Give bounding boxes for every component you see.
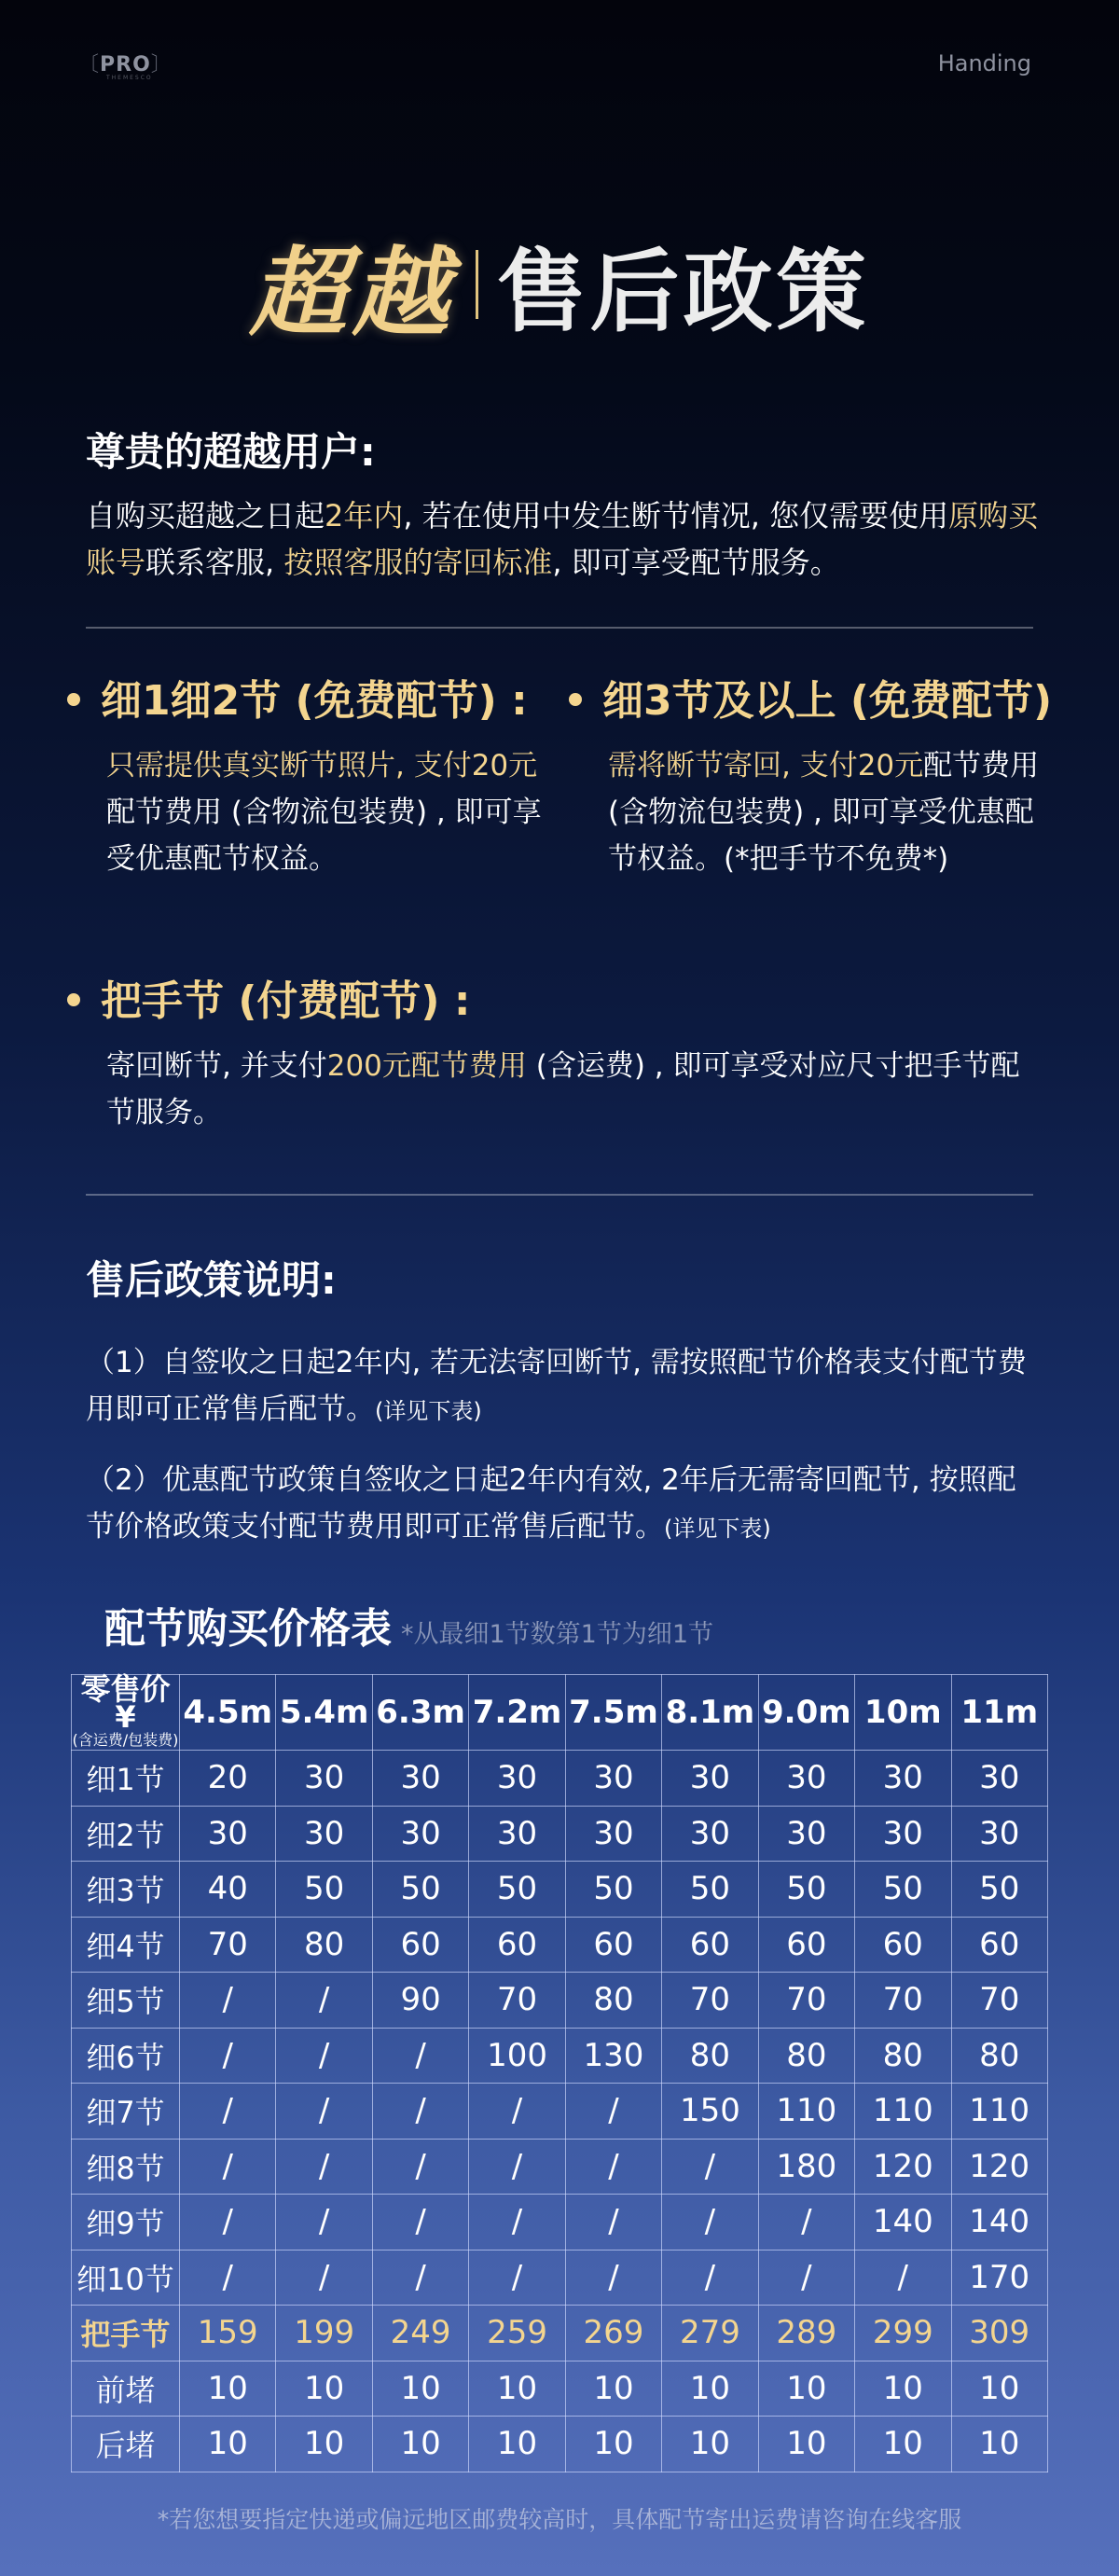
price-cell: / [276,2195,372,2251]
price-cell: 140 [951,2195,1048,2251]
row-label: 前堵 [72,2361,180,2417]
bullet-title: 把手节 (付费配节) : [101,977,471,1025]
row-label: 细4节 [72,1917,180,1973]
price-cell: 309 [951,2306,1048,2361]
price-cell: / [372,2139,468,2195]
row-label: 后堵 [72,2417,180,2472]
price-cell: 60 [855,1917,951,1973]
price-cell: / [662,2250,758,2306]
price-cell: 30 [469,1751,565,1807]
bullet-dot-icon [67,693,80,706]
price-cell: 50 [372,1862,468,1918]
price-cell: 80 [662,2028,758,2084]
price-cell: 30 [565,1751,661,1807]
price-cell: 140 [855,2195,951,2251]
length-header: 4.5m [180,1675,276,1751]
logo-subtext: THEMESCO [106,75,153,81]
price-cell: 10 [758,2361,854,2417]
length-header: 6.3m [372,1675,468,1751]
policy-item-1-text: （1）自签收之日起2年内, 若无法寄回断节, 需按照配节价格表支付配节费用即可正常售后配节。 [86,1346,1027,1426]
table-row [72,1917,1048,1973]
price-cell: 10 [951,2361,1048,2417]
price-cell: 60 [758,1917,854,1973]
price-cell: 80 [951,2028,1048,2084]
logo-bracket-left-icon: 〔 [78,53,101,76]
price-cell: 10 [662,2361,758,2417]
price-cell: 30 [276,1806,372,1862]
price-cell: 70 [855,1973,951,2029]
body-text: 自购买超越之日起 [86,498,325,533]
price-cell: 40 [180,1862,276,1918]
price-cell: / [276,2028,372,2084]
hero-divider [476,250,478,319]
price-cell: 10 [951,2417,1048,2472]
divider-middle [86,1194,1033,1196]
price-cell: 10 [758,2417,854,2472]
price-cell: 60 [565,1917,661,1973]
table-row [72,1751,1048,1807]
price-cell: 159 [180,2306,276,2361]
price-cell: 30 [276,1751,372,1807]
price-cell: 10 [855,2417,951,2472]
logo-text: PRO [100,53,151,76]
body-text: 寄回断节, 并支付 [106,1049,327,1083]
price-cell: / [565,2139,661,2195]
price-cell: 199 [276,2306,372,2361]
price-table-title-text: 配节购买价格表 [104,1605,392,1653]
price-cell: 110 [855,2084,951,2140]
length-header: 7.2m [469,1675,565,1751]
divider-top [86,627,1033,629]
price-cell: 110 [951,2084,1048,2140]
price-cell: 50 [276,1862,372,1918]
bullet-dot-icon [569,693,582,706]
price-cell: / [565,2084,661,2140]
price-cell: 70 [662,1973,758,2029]
table-row [72,1806,1048,1862]
bullet-body [106,742,552,882]
price-cell: / [372,2028,468,2084]
table-row [72,1862,1048,1918]
policy-item-2 [86,1457,1037,1552]
price-cell: 50 [855,1862,951,1918]
bullet-title: 细1细2节 (免费配节) : [101,677,528,725]
price-cell: 30 [758,1751,854,1807]
price-cell: / [565,2250,661,2306]
price-cell: 10 [372,2361,468,2417]
price-cell: 120 [855,2139,951,2195]
bullet-handle [67,974,1056,1136]
price-cell: 289 [758,2306,854,2361]
price-cell: 180 [758,2139,854,2195]
greeting: 尊贵的超越用户: [86,429,376,475]
table-row [72,2361,1048,2417]
hero-title-white: 售后政策 [496,239,870,344]
bullet-free-thin3plus [569,673,1072,882]
price-cell: 70 [951,1973,1048,2029]
price-cell: 30 [951,1751,1048,1807]
price-cell: 80 [276,1917,372,1973]
price-cell: / [469,2139,565,2195]
table-row [72,1973,1048,2029]
policy-item-1-note: (详见下表) [375,1398,482,1424]
length-header: 8.1m [662,1675,758,1751]
row-label: 细10节 [72,2250,180,2306]
price-cell: 10 [276,2417,372,2472]
price-cell: 130 [565,2028,661,2084]
price-cell: 30 [372,1751,468,1807]
policy-item-2-text: （2）优惠配节政策自签收之日起2年内有效, 2年后无需寄回配节, 按照配节价格政策支付配节费用即可正常售后配节。 [86,1463,1016,1544]
price-cell: 100 [469,2028,565,2084]
row-label: 细9节 [72,2195,180,2251]
price-cell: 30 [662,1806,758,1862]
length-header: 5.4m [276,1675,372,1751]
price-cell: / [180,2250,276,2306]
price-table-note: *从最细1节数第1节为细1节 [401,1620,714,1649]
corner-sublabel: (含运费/包装费) [72,1731,179,1749]
highlight-text: 按照客服的寄回标准 [283,545,553,580]
price-table-header-row [72,1675,1048,1751]
price-cell: / [855,2250,951,2306]
price-cell: 30 [662,1751,758,1807]
price-cell: 30 [372,1806,468,1862]
price-cell: 150 [662,2084,758,2140]
price-cell: / [662,2139,758,2195]
price-cell: 30 [855,1806,951,1862]
price-cell: 30 [855,1751,951,1807]
price-cell: / [758,2250,854,2306]
intro-text [86,492,1056,586]
price-cell: 10 [276,2361,372,2417]
price-cell: 70 [180,1917,276,1973]
price-cell: / [469,2250,565,2306]
policy-title: 售后政策说明: [86,1257,337,1303]
table-row [72,2084,1048,2140]
highlight-text: 200元配节费用 [326,1049,527,1083]
price-cell: / [180,2028,276,2084]
price-cell: / [372,2195,468,2251]
price-cell: 299 [855,2306,951,2361]
price-cell: 50 [469,1862,565,1918]
price-cell: 60 [951,1917,1048,1973]
price-cell: 80 [565,1973,661,2029]
price-cell: 10 [180,2361,276,2417]
bullet-title: 细3节及以上 (免费配节) [602,677,1053,725]
price-cell: 50 [951,1862,1048,1918]
bullet-free-thin12 [67,673,552,882]
price-cell: / [276,2139,372,2195]
price-cell: 10 [565,2361,661,2417]
price-cell: 120 [951,2139,1048,2195]
price-cell: 10 [469,2417,565,2472]
price-cell: 10 [662,2417,758,2472]
highlight-text: 原购买账号 [86,498,1039,580]
price-cell: 259 [469,2306,565,2361]
price-cell: / [662,2195,758,2251]
row-label: 细3节 [72,1862,180,1918]
price-cell: / [276,1973,372,2029]
highlight-text: 只需提供真实断节照片, 支付20元 [106,749,538,782]
length-header: 7.5m [565,1675,661,1751]
length-header: 10m [855,1675,951,1751]
bullet-dot-icon [67,993,80,1006]
highlight-text: 2年内 [325,498,404,533]
price-cell: 20 [180,1751,276,1807]
body-text: , 若在使用中发生断节情况, 您仅需要使用 [403,498,949,533]
price-table [71,1671,1048,2472]
price-cell: 50 [565,1862,661,1918]
body-text: (含运费) , 即可享受对应尺寸把手节配节服务。 [106,1049,1020,1129]
price-cell: 50 [662,1862,758,1918]
bullet-body [608,742,1056,882]
table-row [72,2250,1048,2306]
price-cell: 80 [758,2028,854,2084]
table-row [72,2028,1048,2084]
price-cell: 30 [180,1806,276,1862]
price-table-title [104,1595,713,1655]
price-cell: / [180,1973,276,2029]
body-text: 配节费用 (含物流包装费) , 即可享受优惠配节权益。(*把手节不免费*) [608,749,1040,876]
price-cell: / [276,2084,372,2140]
policy-item-1 [86,1339,1037,1434]
table-row [72,2417,1048,2472]
price-cell: / [180,2084,276,2140]
price-cell: 60 [662,1917,758,1973]
price-cell: 70 [469,1973,565,2029]
length-header: 11m [951,1675,1048,1751]
top-bar [0,0,1119,131]
price-cell: / [469,2084,565,2140]
body-text: 配节费用 (含物流包装费) , 即可享受优惠配节权益。 [106,796,542,876]
table-row [72,2306,1048,2361]
price-cell: 80 [855,2028,951,2084]
price-cell: 170 [951,2250,1048,2306]
table-row [72,2195,1048,2251]
price-cell: 269 [565,2306,661,2361]
price-cell: 10 [180,2417,276,2472]
hero-title [0,215,1119,350]
corner-label: 零售价¥ [80,1671,171,1735]
price-cell: 30 [469,1806,565,1862]
price-cell: / [372,2084,468,2140]
body-text: 联系客服, [145,545,284,580]
row-label: 细1节 [72,1751,180,1807]
price-cell: 60 [372,1917,468,1973]
price-cell: 30 [758,1806,854,1862]
highlight-text: 需将断节寄回, 支付20元 [608,749,924,782]
policy-item-2-note: (详见下表) [664,1516,771,1542]
price-cell: 30 [951,1806,1048,1862]
price-cell: / [180,2195,276,2251]
row-label: 细2节 [72,1806,180,1862]
price-cell: 110 [758,2084,854,2140]
price-cell: / [372,2250,468,2306]
bullet-body [106,1043,1039,1136]
row-label: 细6节 [72,2028,180,2084]
price-cell: / [565,2195,661,2251]
brand-logo [78,48,190,82]
price-cell: 10 [855,2361,951,2417]
price-cell: 30 [565,1806,661,1862]
price-cell: 60 [469,1917,565,1973]
price-cell: / [276,2250,372,2306]
price-cell: / [469,2195,565,2251]
row-label: 细5节 [72,1973,180,2029]
price-cell: 10 [372,2417,468,2472]
price-cell: 279 [662,2306,758,2361]
hero-title-gold: 超越 [249,235,455,350]
price-cell: 70 [758,1973,854,2029]
footnote: *若您想要指定快递或偏远地区邮费较高时，具体配节寄出运费请咨询在线客服 [157,2506,962,2533]
length-header: 9.0m [758,1675,854,1751]
price-cell: 50 [758,1862,854,1918]
body-text: , 即可享受配节服务。 [552,545,840,580]
brand-name: Handing [937,50,1031,76]
price-cell: 10 [469,2361,565,2417]
price-cell: 90 [372,1973,468,2029]
row-label: 把手节 [72,2306,180,2361]
price-cell: / [758,2195,854,2251]
price-cell: / [180,2139,276,2195]
row-label: 细7节 [72,2084,180,2140]
price-table-corner [72,1671,180,1751]
row-label: 细8节 [72,2139,180,2195]
table-row [72,2139,1048,2195]
logo-bracket-right-icon: 〕 [150,53,173,76]
price-cell: 249 [372,2306,468,2361]
price-cell: 10 [565,2417,661,2472]
